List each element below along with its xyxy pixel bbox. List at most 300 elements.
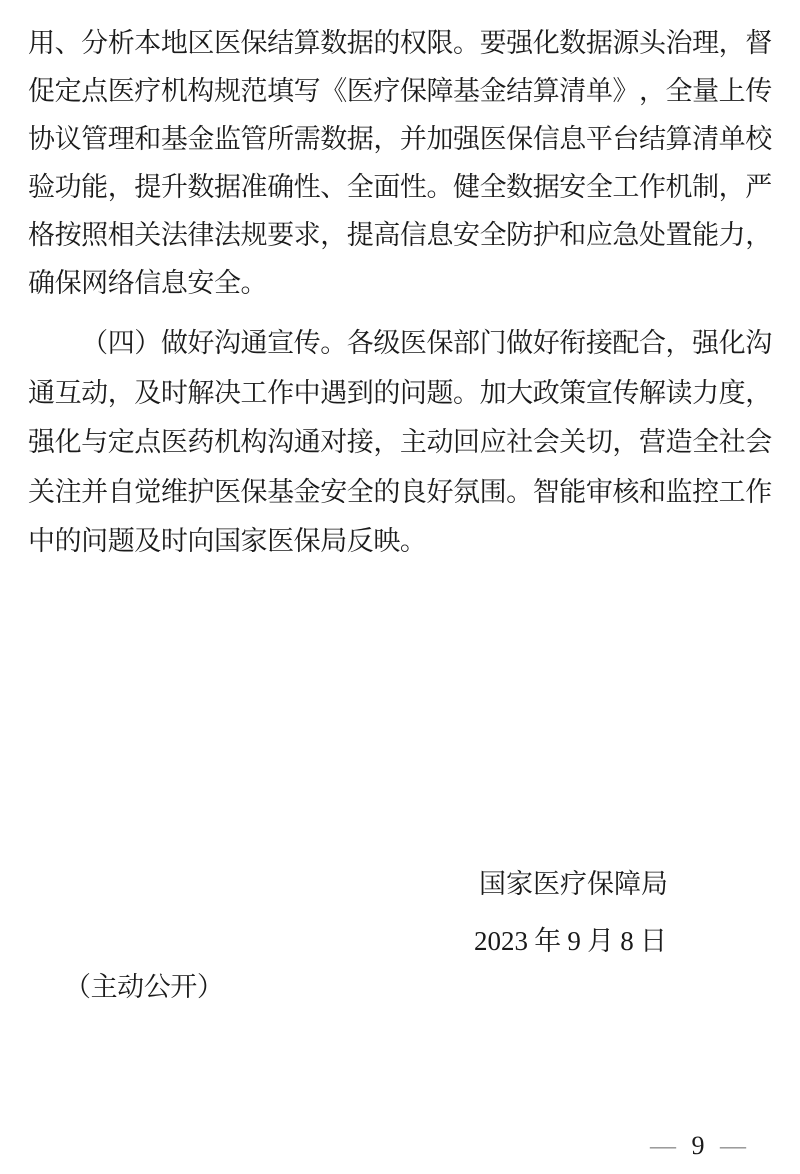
body-char: 国: [479, 868, 506, 899]
footer-dash-left: —: [650, 1131, 676, 1160]
lead-char: 宣: [267, 328, 295, 359]
body-char: 和: [559, 219, 587, 250]
body-char: 作: [267, 377, 295, 408]
body-char: 化: [532, 27, 560, 58]
body-char: 息: [426, 219, 454, 250]
body-char: 造: [665, 427, 693, 458]
body-char: 健: [453, 171, 480, 202]
body-char: 和: [638, 476, 666, 507]
page-footer: [650, 1128, 746, 1164]
body-char: 到: [346, 377, 374, 408]
body-char: 信: [134, 267, 162, 298]
body-char: 律: [187, 219, 215, 250]
lead-char: 做: [160, 328, 188, 359]
paragraph-indent: [28, 343, 81, 344]
body-char: 合: [638, 328, 666, 359]
body-char: 智: [532, 476, 560, 507]
body-char: 关: [134, 219, 162, 250]
text-line: [28, 163, 772, 211]
body-char: 应: [479, 427, 507, 458]
body-char: 问: [399, 377, 427, 408]
body-char: 主: [90, 971, 118, 1002]
body-char: 动: [117, 971, 145, 1002]
body-char: 护: [187, 476, 215, 507]
body-char: 安: [187, 267, 215, 298]
body-char: 据: [213, 171, 241, 202]
body-char: 公: [143, 971, 171, 1002]
body-char: 好: [532, 328, 560, 359]
body-char: 工: [612, 171, 640, 202]
body-char: 范: [240, 75, 268, 106]
body-char: 中: [28, 526, 55, 557]
body-char: 对: [320, 427, 348, 458]
body-char: 做: [506, 328, 534, 359]
text-line: [28, 67, 772, 115]
body-char: 并: [399, 123, 427, 154]
body-char: 金: [479, 75, 507, 106]
body-char: 处: [638, 219, 666, 250]
body-char: ，: [718, 27, 746, 58]
body-char: 的: [373, 27, 401, 58]
body-char: 传: [612, 377, 640, 408]
body-char: 动: [81, 377, 109, 408]
body-char: 医: [399, 328, 427, 359]
body-char: 决: [213, 377, 241, 408]
body-char: 机: [160, 75, 188, 106]
body-char: 提: [346, 219, 374, 250]
body-char: 传: [745, 75, 773, 106]
body-char: 基: [453, 75, 480, 106]
body-char: 据: [346, 123, 374, 154]
body-char: 主: [399, 427, 427, 458]
body-char: 控: [692, 476, 720, 507]
body-char: 提: [134, 171, 162, 202]
body-char: 本: [134, 27, 162, 58]
body-char: 全: [479, 171, 507, 202]
body-char: 要: [479, 27, 507, 58]
body-char: 全: [665, 75, 693, 106]
body-char: 治: [665, 27, 693, 58]
body-char: 医: [346, 75, 374, 106]
body-char: 及: [134, 377, 162, 408]
body-char: 氛: [453, 476, 480, 507]
text-line: [28, 418, 772, 468]
body-char: 级: [373, 328, 401, 359]
text-line: [479, 860, 668, 908]
lead-char: 四: [107, 328, 135, 359]
body-char: 数: [506, 171, 534, 202]
body-char: 地: [160, 27, 188, 58]
body-char: 金: [293, 476, 321, 507]
body-char: 部: [453, 328, 481, 359]
body-char: （: [64, 971, 91, 1002]
body-char: 定: [54, 75, 82, 106]
body-char: 安: [559, 171, 587, 202]
body-char: 。: [453, 27, 480, 58]
body-char: 医: [107, 75, 135, 106]
body-char: 法: [160, 219, 188, 250]
text-line: [28, 319, 772, 369]
lead-char: （: [81, 328, 109, 359]
body-char: 据: [585, 27, 613, 58]
body-char: 填: [267, 75, 295, 106]
body-text: [28, 19, 772, 567]
body-char: 会: [745, 427, 773, 458]
body-char: ，: [612, 427, 640, 458]
lead-char: 沟: [213, 328, 241, 359]
body-char: ，: [107, 377, 135, 408]
body-char: 保: [54, 267, 82, 298]
body-char: 、: [54, 27, 82, 58]
body-char: 题: [426, 377, 454, 408]
body-char: 验: [28, 171, 55, 202]
body-char: 法: [213, 219, 241, 250]
body-char: 度: [718, 377, 746, 408]
body-char: 、: [320, 171, 348, 202]
body-char: 相: [107, 219, 135, 250]
body-char: ）: [196, 971, 224, 1002]
body-char: 宣: [585, 377, 613, 408]
body-char: 全: [692, 427, 720, 458]
body-char: 医: [213, 27, 241, 58]
body-char: 药: [187, 427, 215, 458]
body-char: 严: [745, 171, 773, 202]
body-char: 全: [346, 171, 374, 202]
body-char: 围: [479, 476, 507, 507]
signature-org: [479, 860, 668, 908]
body-char: 督: [745, 27, 773, 58]
body-char: 上: [718, 75, 746, 106]
body-char: 接: [585, 328, 613, 359]
body-char: 大: [506, 377, 534, 408]
body-char: 能: [692, 219, 720, 250]
body-char: 的: [54, 526, 82, 557]
body-char: 核: [612, 476, 640, 507]
body-char: 析: [107, 27, 135, 58]
body-char: 校: [745, 123, 773, 154]
body-char: 全: [585, 171, 613, 202]
body-char: 国: [213, 526, 241, 557]
body-char: 规: [213, 75, 241, 106]
body-char: 保: [293, 526, 321, 557]
body-char: 工: [240, 377, 268, 408]
body-char: 清: [692, 123, 720, 154]
date-token: 年: [534, 925, 562, 956]
body-char: 保: [240, 476, 268, 507]
body-char: 需: [293, 123, 321, 154]
body-char: 。: [426, 171, 454, 202]
body-char: 数: [320, 123, 348, 154]
body-char: 维: [160, 476, 188, 507]
body-char: 要: [267, 219, 295, 250]
body-char: 觉: [134, 476, 162, 507]
body-char: 置: [665, 219, 693, 250]
body-char: 安: [453, 219, 480, 250]
body-char: 台: [612, 123, 640, 154]
body-char: 用: [28, 27, 55, 58]
body-char: 结: [506, 75, 534, 106]
body-char: 监: [213, 123, 241, 154]
page-number: 9: [691, 1131, 705, 1160]
body-char: 点: [81, 75, 109, 106]
body-char: 结: [638, 123, 666, 154]
body-char: 保: [506, 123, 534, 154]
body-char: 规: [240, 219, 268, 250]
body-char: 作: [745, 476, 773, 507]
body-char: 网: [81, 267, 109, 298]
body-char: 单: [718, 123, 746, 154]
body-char: 应: [585, 219, 613, 250]
body-char: 络: [107, 267, 135, 298]
body-char: 能: [559, 476, 587, 507]
body-char: 映: [373, 526, 401, 557]
body-char: 急: [612, 219, 640, 250]
body-char: 算: [665, 123, 693, 154]
body-char: 疗: [373, 75, 401, 106]
body-char: 基: [267, 476, 295, 507]
body-char: 强: [453, 123, 480, 154]
body-char: 管: [240, 123, 268, 154]
text-line: [28, 19, 772, 67]
body-char: 理: [692, 27, 720, 58]
text-line: [28, 115, 772, 163]
body-char: 解: [187, 377, 215, 408]
body-char: 促: [28, 75, 55, 106]
body-char: 高: [373, 219, 401, 250]
body-char: 自: [107, 476, 135, 507]
body-char: 全: [479, 219, 507, 250]
body-char: 及: [134, 526, 162, 557]
date-token: 9: [567, 925, 581, 956]
body-char: 确: [267, 171, 295, 202]
body-char: 审: [585, 476, 613, 507]
body-char: 量: [692, 75, 720, 106]
body-char: 保: [587, 868, 614, 899]
body-char: 管: [81, 123, 109, 154]
body-char: ，: [373, 123, 401, 154]
body-char: 营: [638, 427, 666, 458]
body-char: 权: [399, 27, 427, 58]
text-line: [28, 369, 772, 419]
body-char: 数: [320, 27, 348, 58]
body-char: 。: [399, 526, 427, 557]
body-char: 息: [559, 123, 587, 154]
body-char: 求: [293, 219, 321, 250]
body-char: 议: [54, 123, 82, 154]
body-char: ，: [373, 427, 401, 458]
body-char: 数: [187, 171, 215, 202]
body-char: 衔: [559, 328, 587, 359]
body-char: 保: [426, 328, 454, 359]
body-char: 策: [559, 377, 587, 408]
body-char: 力: [718, 219, 746, 250]
body-char: 障: [614, 868, 641, 899]
body-char: 确: [28, 267, 55, 298]
body-char: 息: [160, 267, 188, 298]
body-char: 互: [54, 377, 82, 408]
body-char: 分: [81, 27, 109, 58]
body-char: 理: [107, 123, 135, 154]
body-char: 疗: [560, 868, 587, 899]
body-char: 作: [638, 171, 666, 202]
body-char: 点: [134, 427, 162, 458]
body-char: 力: [692, 377, 720, 408]
body-char: 算: [532, 75, 560, 106]
body-char: 与: [81, 427, 109, 458]
lead-char: 通: [240, 328, 268, 359]
body-char: 护: [532, 219, 560, 250]
body-char: ，: [107, 171, 135, 202]
body-char: 单: [585, 75, 613, 106]
body-char: ，: [665, 328, 693, 359]
body-char: 化: [718, 328, 746, 359]
signature-date: [474, 917, 667, 965]
body-char: 强: [506, 27, 534, 58]
text-line: [64, 963, 223, 1011]
text-line: [28, 259, 772, 307]
body-char: 医: [267, 526, 295, 557]
body-char: 写: [293, 75, 321, 106]
body-char: 防: [506, 219, 534, 250]
body-char: 社: [718, 427, 746, 458]
body-char: 面: [373, 171, 401, 202]
text-line: [28, 468, 772, 518]
body-char: 中: [293, 377, 321, 408]
body-char: 保: [240, 27, 268, 58]
body-char: 配: [612, 328, 640, 359]
body-char: 按: [54, 219, 82, 250]
body-char: 疗: [134, 75, 162, 106]
body-char: 限: [426, 27, 454, 58]
body-char: 局: [320, 526, 348, 557]
body-char: 时: [160, 377, 188, 408]
text-line: [28, 211, 772, 259]
body-char: 局: [641, 868, 668, 899]
body-char: 回: [453, 427, 480, 458]
body-char: 工: [718, 476, 746, 507]
body-char: 结: [267, 27, 295, 58]
body-char: 遇: [320, 377, 348, 408]
body-char: ，: [718, 171, 746, 202]
body-char: 准: [240, 171, 268, 202]
body-char: 性: [399, 171, 427, 202]
body-char: 接: [346, 427, 374, 458]
body-char: 强: [692, 328, 720, 359]
disclosure-note: [64, 963, 223, 1011]
body-char: 动: [426, 427, 454, 458]
body-char: 照: [81, 219, 109, 250]
body-char: 沟: [267, 427, 295, 458]
body-char: 时: [160, 526, 188, 557]
date-token: 2023: [474, 925, 528, 956]
body-char: 各: [346, 328, 374, 359]
body-char: 》: [612, 75, 640, 106]
date-token: 月: [587, 925, 615, 956]
body-char: 安: [320, 476, 348, 507]
body-char: 升: [160, 171, 188, 202]
body-char: 家: [506, 868, 533, 899]
body-char: 区: [187, 27, 215, 58]
body-char: 据: [346, 27, 374, 58]
body-char: 金: [187, 123, 215, 154]
body-char: 构: [187, 75, 215, 106]
body-char: 机: [665, 171, 693, 202]
text-line: [28, 517, 772, 567]
body-char: 强: [28, 427, 55, 458]
body-char: 门: [479, 328, 507, 359]
body-char: 头: [638, 27, 666, 58]
body-char: 通: [293, 427, 321, 458]
body-char: 家: [240, 526, 268, 557]
body-char: ，: [638, 75, 666, 106]
footer-dash-right: —: [720, 1131, 746, 1160]
paragraph: [28, 19, 772, 307]
body-char: 障: [426, 75, 454, 106]
body-char: 医: [160, 427, 188, 458]
body-char: 能: [81, 171, 109, 202]
body-char: 功: [54, 171, 82, 202]
body-char: 协: [28, 123, 55, 154]
body-char: 。: [240, 267, 268, 298]
body-char: 。: [453, 377, 480, 408]
body-char: 注: [54, 476, 82, 507]
body-char: 题: [107, 526, 135, 557]
body-char: 基: [160, 123, 188, 154]
body-char: ，: [320, 219, 348, 250]
body-char: 化: [54, 427, 82, 458]
body-char: 《: [320, 75, 348, 106]
date-token: 8: [620, 925, 634, 956]
body-char: 并: [81, 476, 109, 507]
body-char: 格: [28, 219, 55, 250]
date-token: 日: [639, 925, 667, 956]
body-char: 清: [559, 75, 587, 106]
body-char: 加: [426, 123, 454, 154]
body-char: 保: [399, 75, 427, 106]
body-char: 性: [293, 171, 321, 202]
body-char: ，: [745, 219, 773, 250]
body-char: 读: [665, 377, 693, 408]
body-char: 。: [506, 476, 534, 507]
lead-char: ）: [134, 328, 162, 359]
body-char: 向: [187, 526, 215, 557]
body-char: 制: [692, 171, 720, 202]
body-char: 医: [213, 476, 241, 507]
body-char: 据: [532, 171, 560, 202]
body-char: 开: [170, 971, 198, 1002]
body-char: 良: [399, 476, 427, 507]
lead-char: 传: [293, 328, 321, 359]
body-char: 关: [559, 427, 587, 458]
body-char: 机: [213, 427, 241, 458]
body-char: 平: [585, 123, 613, 154]
body-char: 全: [346, 476, 374, 507]
body-char: 算: [293, 27, 321, 58]
body-char: 所: [267, 123, 295, 154]
body-char: 通: [28, 377, 55, 408]
lead-char: 。: [320, 328, 348, 359]
body-char: 加: [479, 377, 507, 408]
body-char: 构: [240, 427, 268, 458]
body-char: 关: [28, 476, 55, 507]
body-char: 信: [399, 219, 427, 250]
body-char: 好: [426, 476, 454, 507]
body-char: 源: [612, 27, 640, 58]
body-char: 切: [585, 427, 613, 458]
lead-char: 好: [187, 328, 215, 359]
body-char: 社: [506, 427, 534, 458]
body-char: 定: [107, 427, 135, 458]
